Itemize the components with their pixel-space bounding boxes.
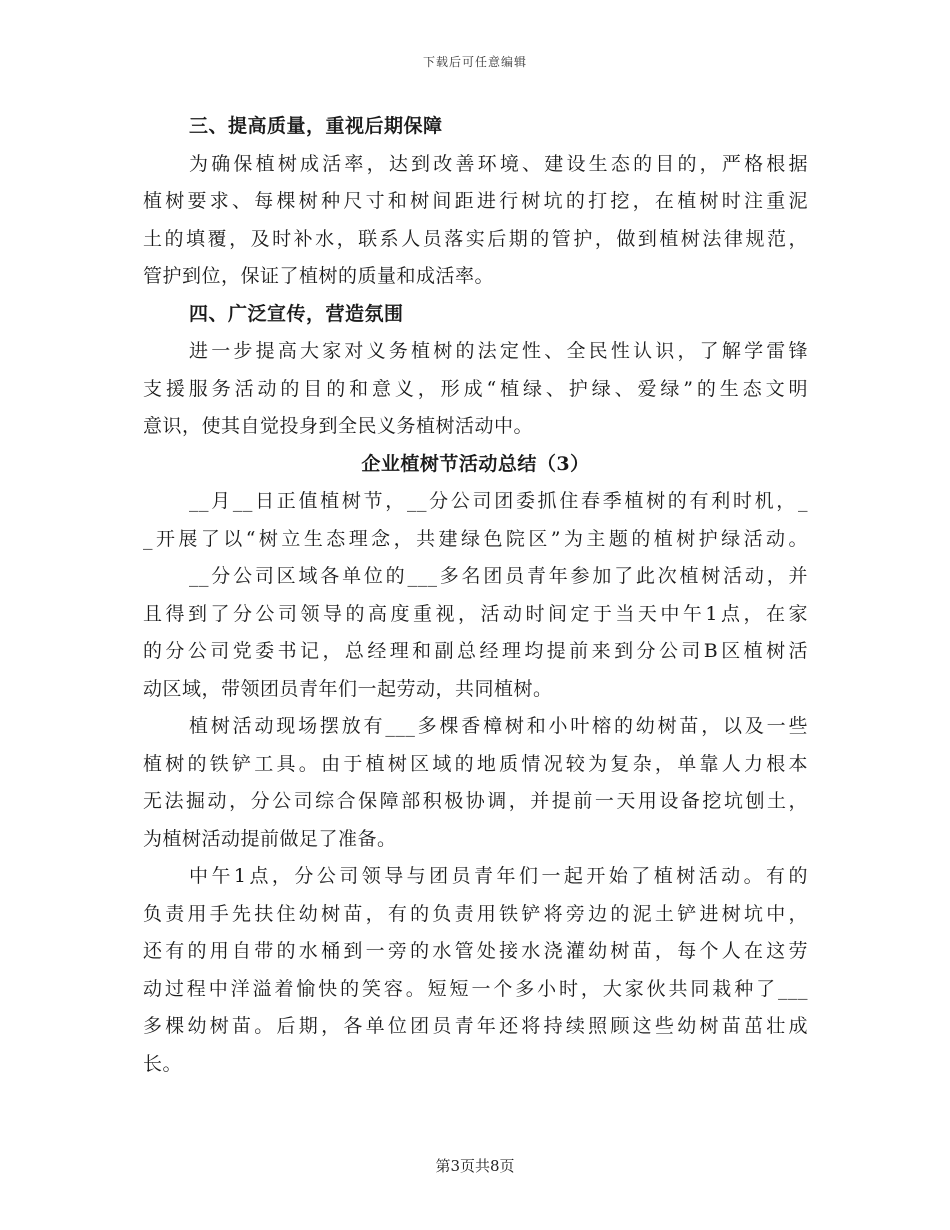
article-title: 企业植树节活动总结（3） [361,452,590,475]
paragraph-line: __分公司区域各单位的___多名团员青年参加了此次植树活动，并 [189,565,808,587]
paragraph-line: 土的填覆，及时补水，联系人员落实后期的管护，做到植树法律规范， [143,227,808,250]
paragraph-line: _开展了以“树立生态理念，共建绿色院区”为主题的植树护绿活动。 [143,527,808,550]
page-number-footer: 第3页共8页 [435,1157,515,1175]
document-body [143,108,808,1083]
paragraph-line: 意识，使其自觉投身到全民义务植树活动中。 [143,415,534,437]
paragraph-line: __月__日正值植树节，__分公司团委抓住春季植树的有利时机，_ [189,490,808,512]
paragraph-line: 无法掘动，分公司综合保障部积极协调，并提前一天用设备挖坑刨土， [143,790,808,812]
paragraph-line: 负责用手先扶住幼树苗，有的负责用铁铲将旁边的泥土铲进树坑中， [143,902,808,925]
section-heading-4: 四、广泛宣传，营造氛围 [189,302,404,325]
paragraph-line: 植树要求、每棵树种尺寸和树间距进行树坑的打挖，在植树时注重泥 [143,190,808,212]
paragraph-line: 中午1点，分公司领导与团员青年们一起开始了植树活动。有的 [189,865,808,887]
paragraph-line: 为植树活动提前做足了准备。 [143,827,397,850]
paragraph-line: 且得到了分公司领导的高度重视，活动时间定于当天中午1点，在家 [143,602,808,625]
paragraph-line: 植树活动现场摆放有___多棵香樟树和小叶榕的幼树苗，以及一些 [189,715,808,737]
paragraph-line: 进一步提高大家对义务植树的法定性、全民性认识，了解学雷锋 [189,340,808,362]
paragraph-line: 动区域，带领团员青年们一起劳动，共同植树。 [143,677,553,700]
paragraph-line: 长。 [143,1052,183,1075]
paragraph-line: 多棵幼树苗。后期，各单位团员青年还将持续照顾这些幼树苗茁壮成 [143,1015,808,1037]
paragraph-line: 还有的用自带的水桶到一旁的水管处接水浇灌幼树苗，每个人在这劳 [143,940,808,962]
paragraph-line: 动过程中洋溢着愉快的笑容。短短一个多小时，大家伙共同栽种了___ [143,977,808,1000]
paragraph-line: 的分公司党委书记，总经理和副总经理均提前来到分公司B区植树活 [143,640,808,662]
paragraph-line: 支援服务活动的目的和意义，形成“植绿、护绿、爱绿”的生态文明 [143,377,808,400]
section-heading-3: 三、提高质量，重视后期保障 [189,115,443,137]
paragraph-line: 为确保植树成活率，达到改善环境、建设生态的目的，严格根据 [189,152,808,175]
page-header-note: 下载后可任意编辑 [422,55,527,69]
paragraph-line: 管护到位，保证了植树的质量和成活率。 [143,265,495,287]
paragraph-line: 植树的铁铲工具。由于植树区域的地质情况较为复杂，单靠人力根本 [143,752,808,775]
